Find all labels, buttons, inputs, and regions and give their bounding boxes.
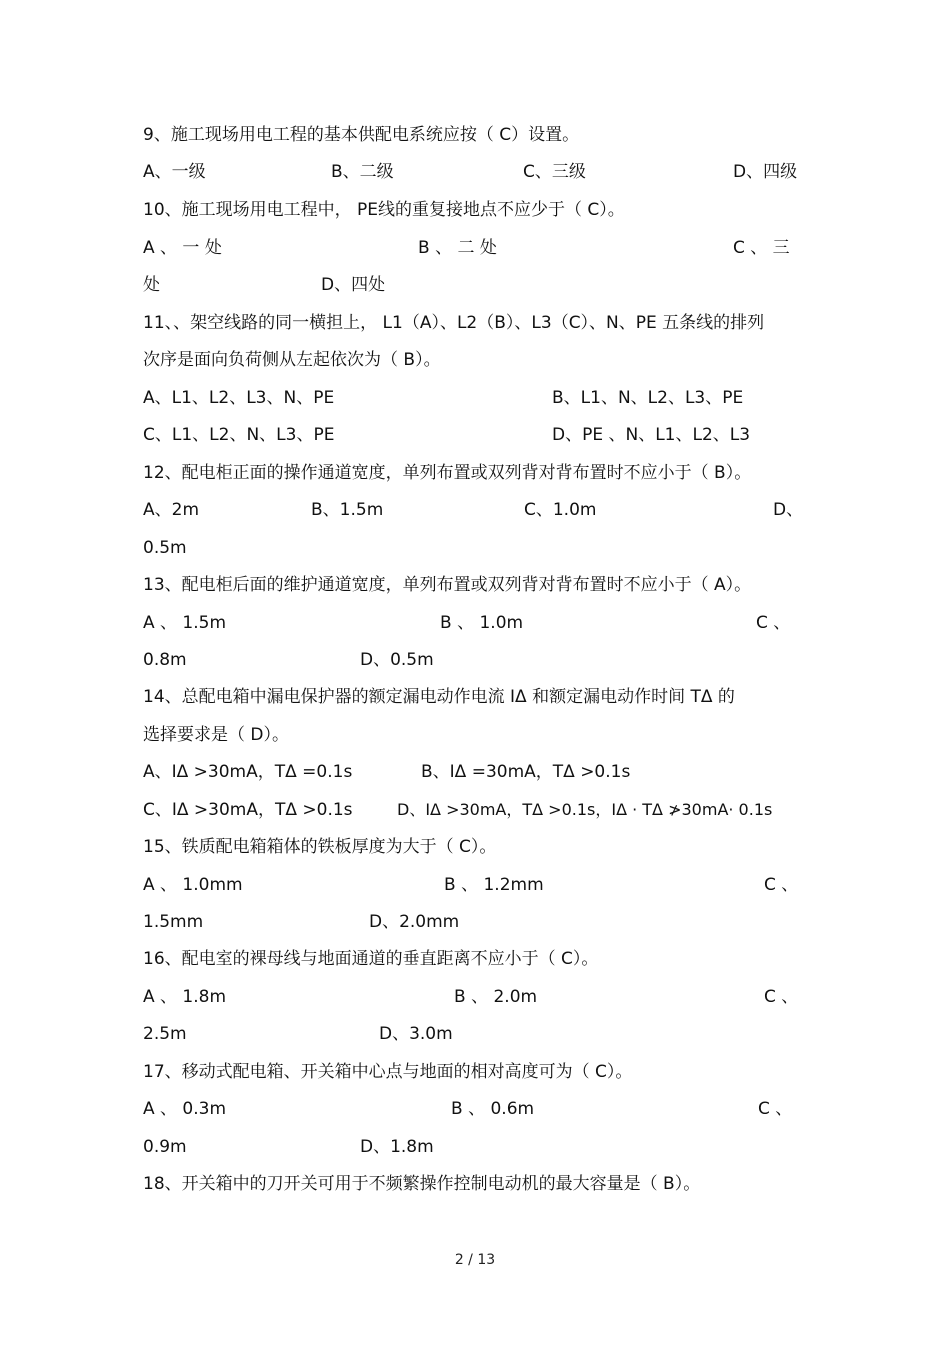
question-17-option-d: D、1.8m <box>360 1137 434 1157</box>
question-15-stem: 15、铁质配电箱箱体的铁板厚度为大于（ C）。 <box>143 837 497 857</box>
question-16-stem: 16、配电室的裸母线与地面通道的垂直距离不应小于（ C）。 <box>143 949 599 969</box>
question-14-option-c: C、IΔ >30mA，TΔ >0.1s <box>143 800 353 820</box>
question-12-option-d: D、 <box>773 500 804 520</box>
question-14-option-d: D、IΔ >30mA，TΔ >0.1s，IΔ · TΔ ≯30mA· 0.1s <box>397 800 773 819</box>
question-17-option-a: A 、 0.3m <box>143 1099 227 1119</box>
question-9-option-c: C、三级 <box>523 162 586 182</box>
question-15-option-a: A 、 1.0mm <box>143 875 243 895</box>
question-16-option-a: A 、 1.8m <box>143 987 227 1007</box>
question-14-stem-line1: 14、总配电箱中漏电保护器的额定漏电动作电流 IΔ 和额定漏电动作时间 TΔ 的 <box>143 687 735 707</box>
page-number: 2 / 13 <box>454 1252 496 1268</box>
question-10-option-b: B 、 二 处 <box>418 238 497 258</box>
question-12-option-d-cont: 0.5m <box>143 538 187 558</box>
question-15-option-b: B 、 1.2mm <box>444 875 544 895</box>
question-15-option-c: C 、 <box>764 875 799 895</box>
question-15-option-c-cont: 1.5mm <box>143 912 204 932</box>
question-11-stem-line2: 次序是面向负荷侧从左起依次为（ B）。 <box>143 350 441 370</box>
question-10-option-c-cont: 处 <box>143 275 160 295</box>
question-11-option-c: C、L1、L2、N、L3、PE <box>143 425 335 445</box>
question-16-option-c-cont: 2.5m <box>143 1024 187 1044</box>
question-12-option-b: B、1.5m <box>311 500 384 520</box>
question-16-option-b: B 、 2.0m <box>454 987 538 1007</box>
question-9-stem: 9、施工现场用电工程的基本供配电系统应按（ C）设置。 <box>143 125 580 145</box>
question-12-stem: 12、配电柜正面的操作通道宽度，单列布置或双列背对背布置时不应小于（ B）。 <box>143 463 752 483</box>
question-13-option-b: B 、 1.0m <box>440 613 524 633</box>
question-11-option-b: B、L1、N、L2、L3、PE <box>552 388 744 408</box>
question-9-option-d: D、四级 <box>733 162 798 182</box>
question-13-option-c-cont: 0.8m <box>143 650 187 670</box>
question-10-stem: 10、施工现场用电工程中， PE线的重复接地点不应少于（ C）。 <box>143 200 625 220</box>
question-10-option-a: A 、 一 处 <box>143 238 222 258</box>
question-17-stem: 17、移动式配电箱、开关箱中心点与地面的相对高度可为（ C）。 <box>143 1062 633 1082</box>
question-10-option-c: C 、 三 <box>733 238 790 258</box>
question-14-option-a: A、IΔ >30mA，TΔ =0.1s <box>143 762 353 782</box>
question-12-option-c: C、1.0m <box>524 500 597 520</box>
question-11-option-d: D、PE 、N、L1、L2、L3 <box>552 425 751 445</box>
question-16-option-c: C 、 <box>764 987 799 1007</box>
question-16-option-d: D、3.0m <box>379 1024 453 1044</box>
question-17-option-c: C 、 <box>758 1099 793 1119</box>
question-11-stem-line1: 11、、架空线路的同一横担上， L1（A）、L2（B）、L3（C）、N、PE 五条线的排列 <box>143 313 765 333</box>
question-12-option-a: A、2m <box>143 500 200 520</box>
question-18-stem: 18、开关箱中的刀开关可用于不频繁操作控制电动机的最大容量是（ B）。 <box>143 1174 701 1194</box>
question-13-option-c: C 、 <box>756 613 791 633</box>
question-13-option-a: A 、 1.5m <box>143 613 227 633</box>
question-14-option-b: B、IΔ =30mA，TΔ >0.1s <box>421 762 631 782</box>
question-17-option-b: B 、 0.6m <box>451 1099 535 1119</box>
question-9-option-b: B、二级 <box>331 162 394 182</box>
question-11-option-a: A、L1、L2、L3、N、PE <box>143 388 335 408</box>
question-13-stem: 13、配电柜后面的维护通道宽度，单列布置或双列背对背布置时不应小于（ A）。 <box>143 575 752 595</box>
question-17-option-c-cont: 0.9m <box>143 1137 187 1157</box>
question-10-option-d: D、四处 <box>321 275 386 295</box>
question-14-stem-line2: 选择要求是（ D）。 <box>143 725 289 745</box>
question-9-option-a: A、一级 <box>143 162 206 182</box>
question-13-option-d: D、0.5m <box>360 650 434 670</box>
question-15-option-d: D、2.0mm <box>369 912 460 932</box>
